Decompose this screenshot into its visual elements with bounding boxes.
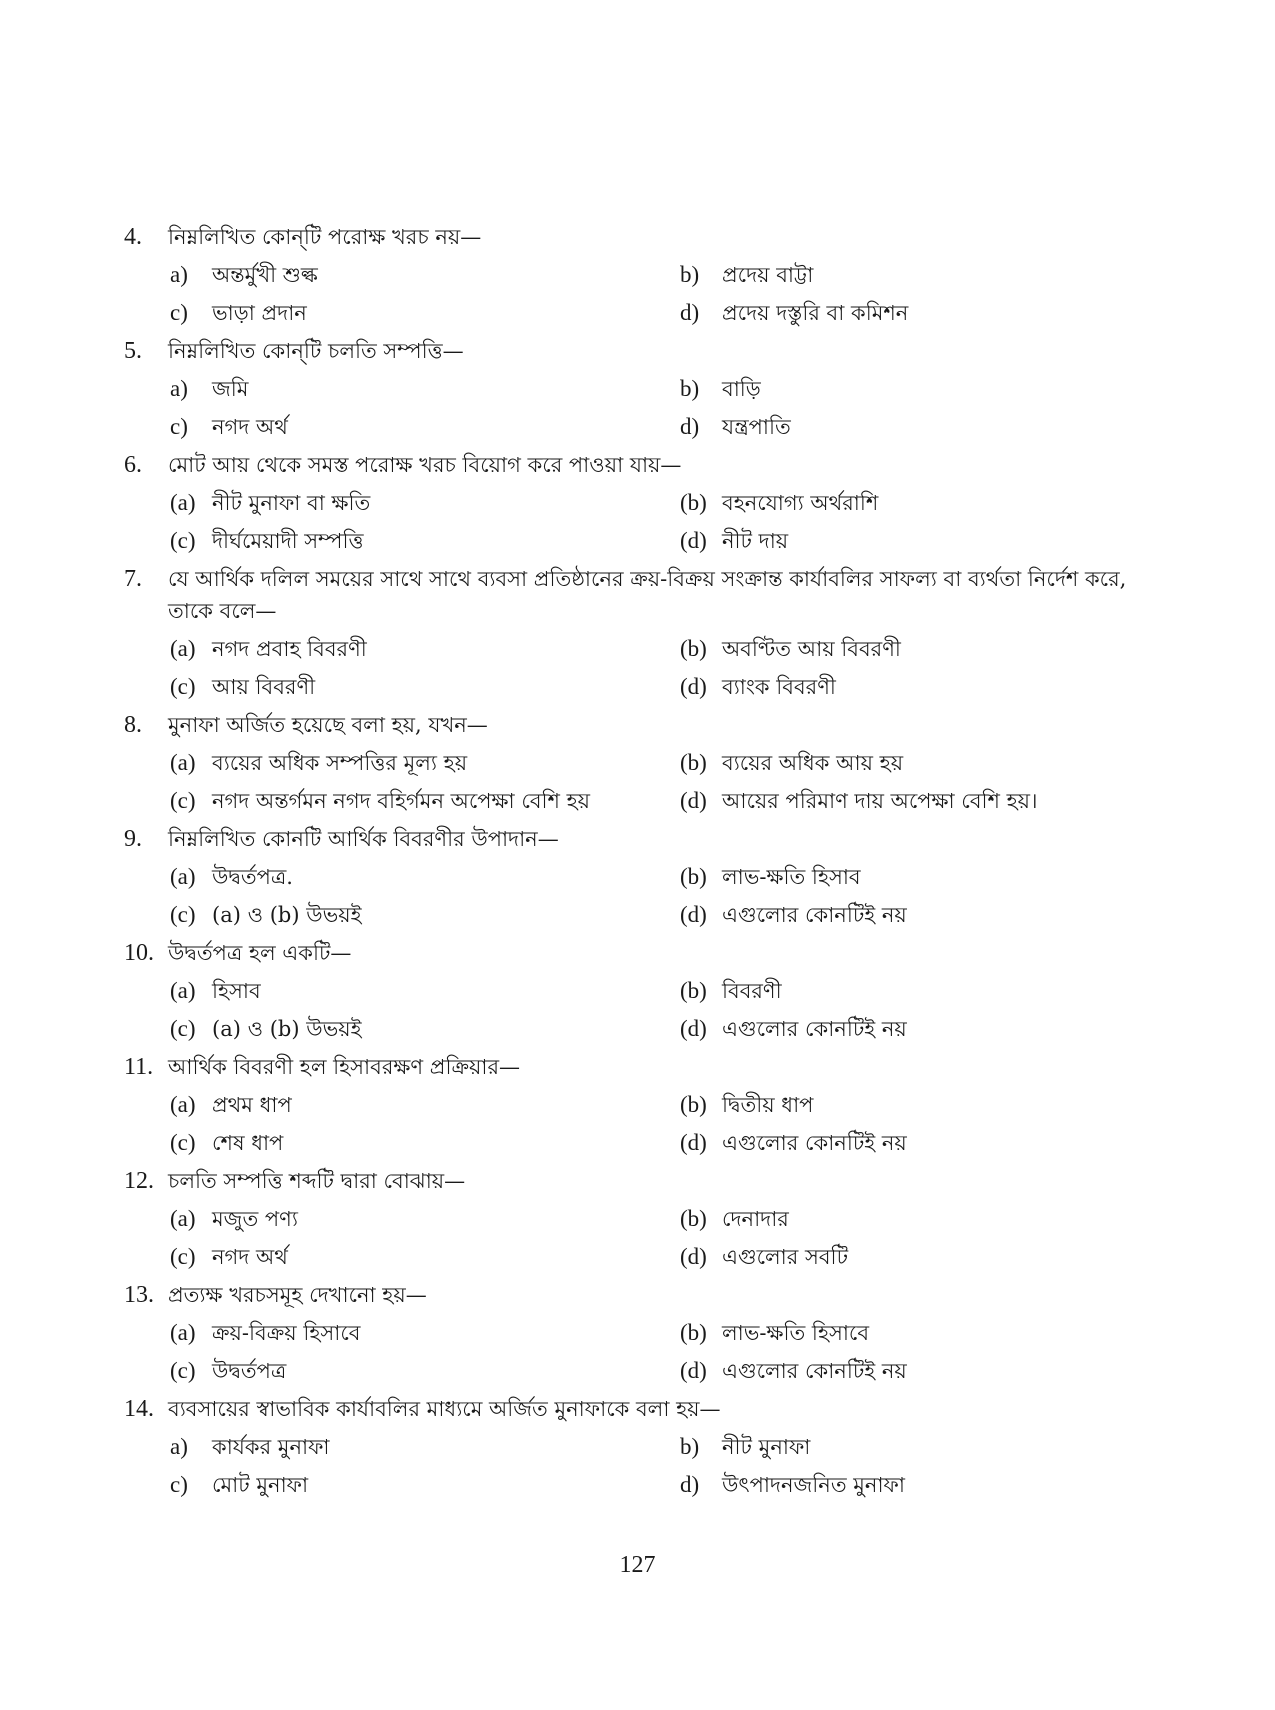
question-number: 7. <box>124 566 142 592</box>
question-number: 10. <box>124 940 154 966</box>
question-number: 4. <box>124 224 142 250</box>
option-label: (a) <box>170 864 196 889</box>
option-text: নগদ প্রবাহ বিবরণী <box>212 637 367 661</box>
question-text: নিম্নলিখিত কোন্‌টি পরোক্ষ খরচ নয়— <box>168 225 482 249</box>
option-text: নীট মুনাফা বা ক্ষতি <box>212 491 371 515</box>
page-number: 127 <box>619 1552 656 1578</box>
question-text: মোট আয় থেকে সমস্ত পরোক্ষ খরচ বিয়োগ করে পাওয়া যায়— <box>168 453 682 477</box>
option-text: ব্যয়ের অধিক সম্পত্তির মূল্য হয় <box>212 751 468 775</box>
question-7 <box>124 560 1144 706</box>
question-list <box>124 218 1144 1504</box>
option-row <box>124 522 1144 560</box>
option-a <box>124 484 680 522</box>
option-label: (d) <box>680 1244 707 1269</box>
question-text: মুনাফা অর্জিত হয়েছে বলা হয়, যখন— <box>168 713 488 737</box>
option-label: (b) <box>680 750 707 775</box>
option-c <box>124 1010 680 1048</box>
option-text: আয় বিবরণী <box>212 675 316 699</box>
option-text: হিসাব <box>212 979 261 1003</box>
question-line <box>124 820 1144 858</box>
question-14 <box>124 1390 1144 1504</box>
option-label: (a) <box>170 978 196 1003</box>
question-number: 6. <box>124 452 142 478</box>
option-text: নগদ অর্থ <box>212 1245 288 1269</box>
question-line <box>124 560 1144 630</box>
question-number: 13. <box>124 1282 154 1308</box>
option-text: ব্যয়ের অধিক আয় হয় <box>722 751 904 775</box>
option-row <box>124 370 1144 408</box>
option-text: প্রদেয় দস্তুরি বা কমিশন <box>722 301 909 325</box>
option-label: c) <box>170 1472 188 1497</box>
question-text: নিম্নলিখিত কোন্‌টি চলতি সম্পত্তি— <box>168 339 464 363</box>
option-text: প্রদেয় বাট্টা <box>722 263 814 287</box>
option-b <box>680 1200 1144 1238</box>
option-row <box>124 256 1144 294</box>
option-row <box>124 1314 1144 1352</box>
option-label: (a) <box>170 1206 196 1231</box>
option-row <box>124 744 1144 782</box>
question-number: 8. <box>124 712 142 738</box>
question-4 <box>124 218 1144 332</box>
option-text: ভাড়া প্রদান <box>212 301 307 325</box>
option-row <box>124 668 1144 706</box>
option-d <box>680 1466 1144 1504</box>
option-text: দেনাদার <box>722 1207 789 1231</box>
option-a <box>124 1428 680 1466</box>
option-d <box>680 408 1144 446</box>
option-a <box>124 858 680 896</box>
question-13 <box>124 1276 1144 1390</box>
option-c <box>124 1238 680 1276</box>
question-line <box>124 1048 1144 1086</box>
option-label: (d) <box>680 788 707 813</box>
question-8 <box>124 706 1144 820</box>
option-row <box>124 294 1144 332</box>
question-10 <box>124 934 1144 1048</box>
option-d <box>680 1010 1144 1048</box>
option-d <box>680 1238 1144 1276</box>
option-c <box>124 408 680 446</box>
option-c <box>124 782 680 820</box>
option-d <box>680 896 1144 934</box>
question-text: উদ্বর্তপত্র হল একটি— <box>168 941 352 965</box>
option-label: (c) <box>170 1244 196 1269</box>
question-11 <box>124 1048 1144 1162</box>
option-label: (a) <box>170 490 196 515</box>
option-label: (d) <box>680 1358 707 1383</box>
option-b <box>680 858 1144 896</box>
question-9 <box>124 820 1144 934</box>
option-label: (c) <box>170 1016 196 1041</box>
option-row <box>124 858 1144 896</box>
option-label: a) <box>170 376 188 401</box>
option-text: বিবরণী <box>722 979 782 1003</box>
option-text: এগুলোর কোনটিই নয় <box>722 1017 907 1041</box>
option-text: কার্যকর মুনাফা <box>212 1435 330 1459</box>
option-d <box>680 294 1144 332</box>
option-label: (c) <box>170 1130 196 1155</box>
option-text: উৎপাদনজনিত মুনাফা <box>722 1473 905 1497</box>
option-label: (d) <box>680 674 707 699</box>
question-number: 12. <box>124 1168 154 1194</box>
option-b <box>680 1086 1144 1124</box>
option-text: (a) ও (b) উভয়ই <box>212 1017 362 1041</box>
option-text: শেষ ধাপ <box>212 1131 284 1155</box>
option-a <box>124 1200 680 1238</box>
option-a <box>124 744 680 782</box>
option-label: (c) <box>170 1358 196 1383</box>
question-text: প্রত্যক্ষ খরচসমূহ দেখানো হয়— <box>168 1283 427 1307</box>
option-label: (c) <box>170 528 196 553</box>
question-line <box>124 218 1144 256</box>
option-b <box>680 630 1144 668</box>
option-text: প্রথম ধাপ <box>212 1093 292 1117</box>
question-text: চলতি সম্পত্তি শব্দটি দ্বারা বোঝায়— <box>168 1169 466 1193</box>
question-line <box>124 706 1144 744</box>
option-row <box>124 1086 1144 1124</box>
option-c <box>124 1352 680 1390</box>
option-label: c) <box>170 300 188 325</box>
option-text: জমি <box>212 377 249 401</box>
option-label: c) <box>170 414 188 439</box>
option-text: মজুত পণ্য <box>212 1207 298 1231</box>
option-row <box>124 1200 1144 1238</box>
question-12 <box>124 1162 1144 1276</box>
option-b <box>680 972 1144 1010</box>
option-d <box>680 1124 1144 1162</box>
option-a <box>124 1314 680 1352</box>
option-row <box>124 972 1144 1010</box>
option-d <box>680 522 1144 560</box>
option-text: এগুলোর কোনটিই নয় <box>722 1131 907 1155</box>
option-label: (b) <box>680 636 707 661</box>
option-text: যন্ত্রপাতি <box>722 415 791 439</box>
question-number: 9. <box>124 826 142 852</box>
question-line <box>124 332 1144 370</box>
question-number: 5. <box>124 338 142 364</box>
question-line <box>124 446 1144 484</box>
option-c <box>124 896 680 934</box>
option-label: b) <box>680 262 700 287</box>
option-row <box>124 484 1144 522</box>
option-text: অবণ্টিত আয় বিবরণী <box>722 637 901 661</box>
option-b <box>680 370 1144 408</box>
option-label: d) <box>680 1472 700 1497</box>
question-text: ব্যবসায়ের স্বাভাবিক কার্যাবলির মাধ্যমে অর্জিত মুনাফাকে বলা হয়— <box>168 1397 721 1421</box>
option-label: (b) <box>680 1320 707 1345</box>
question-6 <box>124 446 1144 560</box>
option-row <box>124 1352 1144 1390</box>
question-text: নিম্নলিখিত কোনটি আর্থিক বিবরণীর উপাদান— <box>168 827 559 851</box>
option-text: বাড়ি <box>722 377 761 401</box>
option-b <box>680 484 1144 522</box>
option-text: ক্রয়-বিক্রয় হিসাবে <box>212 1321 361 1345</box>
option-text: বহনযোগ্য অর্থরাশি <box>722 491 879 515</box>
option-row <box>124 630 1144 668</box>
question-line <box>124 1390 1144 1428</box>
option-text: উদ্বর্তপত্র. <box>212 865 293 889</box>
option-text: লাভ-ক্ষতি হিসাবে <box>722 1321 870 1345</box>
option-label: (c) <box>170 902 196 927</box>
question-text: যে আর্থিক দলিল সময়ের সাথে সাথে ব্যবসা প্রতিষ্ঠানের ক্রয়-বিক্রয় সংক্রান্ত কার্যাবলির সাফল্য বা ব্যর্থতা নির্দেশ করে, তাকে বলে— <box>168 567 1127 623</box>
option-row <box>124 408 1144 446</box>
question-line <box>124 934 1144 972</box>
option-label: (d) <box>680 528 707 553</box>
option-label: (a) <box>170 636 196 661</box>
option-row <box>124 1238 1144 1276</box>
option-row <box>124 1466 1144 1504</box>
option-text: ব্যাংক বিবরণী <box>722 675 836 699</box>
option-text: আয়ের পরিমাণ দায় অপেক্ষা বেশি হয়। <box>722 789 1038 813</box>
option-text: লাভ-ক্ষতি হিসাব <box>722 865 861 889</box>
question-line <box>124 1162 1144 1200</box>
option-text: দীর্ঘমেয়াদী সম্পত্তি <box>212 529 364 553</box>
option-c <box>124 1466 680 1504</box>
question-line <box>124 1276 1144 1314</box>
option-d <box>680 668 1144 706</box>
option-text: নীট দায় <box>722 529 789 553</box>
option-label: (b) <box>680 1206 707 1231</box>
option-label: (a) <box>170 750 196 775</box>
option-label: (a) <box>170 1320 196 1345</box>
option-a <box>124 256 680 294</box>
option-b <box>680 256 1144 294</box>
option-a <box>124 630 680 668</box>
option-label: b) <box>680 1434 700 1459</box>
option-text: নগদ অন্তর্গমন নগদ বহির্গমন অপেক্ষা বেশি হয় <box>212 789 591 813</box>
option-row <box>124 896 1144 934</box>
question-number: 11. <box>124 1054 154 1080</box>
option-text: এগুলোর কোনটিই নয় <box>722 903 907 927</box>
option-label: (b) <box>680 490 707 515</box>
option-d <box>680 1352 1144 1390</box>
option-text: দ্বিতীয় ধাপ <box>722 1093 814 1117</box>
option-d <box>680 782 1144 820</box>
option-label: d) <box>680 300 700 325</box>
option-label: (d) <box>680 1130 707 1155</box>
option-label: (b) <box>680 1092 707 1117</box>
option-c <box>124 668 680 706</box>
option-label: (b) <box>680 978 707 1003</box>
question-number: 14. <box>124 1396 154 1422</box>
option-label: (c) <box>170 788 196 813</box>
option-text: (a) ও (b) উভয়ই <box>212 903 362 927</box>
option-label: d) <box>680 414 700 439</box>
option-a <box>124 1086 680 1124</box>
option-label: a) <box>170 1434 188 1459</box>
option-label: b) <box>680 376 700 401</box>
option-c <box>124 1124 680 1162</box>
option-label: (d) <box>680 1016 707 1041</box>
option-row <box>124 1124 1144 1162</box>
option-label: a) <box>170 262 188 287</box>
option-label: (d) <box>680 902 707 927</box>
option-a <box>124 972 680 1010</box>
question-text: আর্থিক বিবরণী হল হিসাবরক্ষণ প্রক্রিয়ার— <box>168 1055 521 1079</box>
question-5 <box>124 332 1144 446</box>
option-row <box>124 782 1144 820</box>
option-text: উদ্বর্তপত্র <box>212 1359 287 1383</box>
option-text: মোট মুনাফা <box>212 1473 309 1497</box>
option-text: অন্তর্মুখী শুল্ক <box>212 263 318 287</box>
option-label: (a) <box>170 1092 196 1117</box>
option-b <box>680 744 1144 782</box>
option-b <box>680 1428 1144 1466</box>
option-b <box>680 1314 1144 1352</box>
option-label: (c) <box>170 674 196 699</box>
option-text: এগুলোর সবটি <box>722 1245 849 1269</box>
option-row <box>124 1428 1144 1466</box>
option-row <box>124 1010 1144 1048</box>
option-text: নগদ অর্থ <box>212 415 288 439</box>
option-text: নীট মুনাফা <box>722 1435 811 1459</box>
option-label: (b) <box>680 864 707 889</box>
option-c <box>124 522 680 560</box>
option-text: এগুলোর কোনটিই নয় <box>722 1359 907 1383</box>
option-a <box>124 370 680 408</box>
option-c <box>124 294 680 332</box>
